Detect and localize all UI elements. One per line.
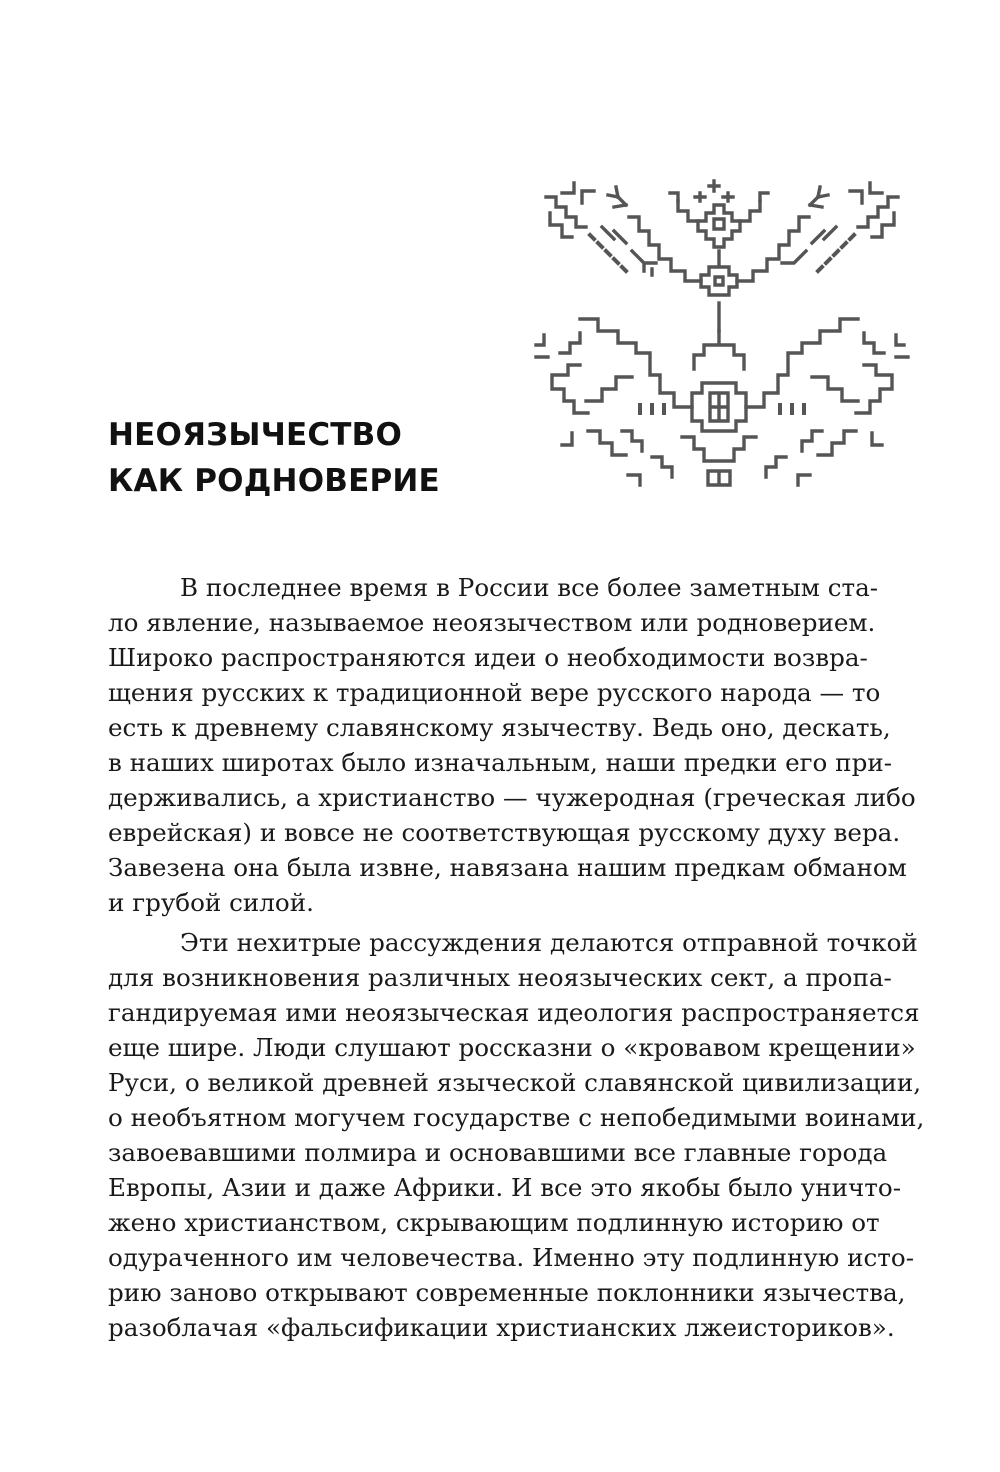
text-line: Эти нехитрые рассуждения делаются отправной точкой xyxy=(180,928,918,957)
text-line: и грубой силой. xyxy=(108,888,314,917)
text-line: В последнее время в России все более заметным ста- xyxy=(180,573,879,602)
text-line: одураченного им человечества. Именно эту подлинную исто- xyxy=(108,1243,914,1272)
text-line: для возникновения различных неоязыческих сект, а пропа- xyxy=(108,963,892,992)
text-line: Широко распространяются идеи о необходимости возвра- xyxy=(108,643,868,672)
text-line: жено христианством, скрывающим подлинную историю от xyxy=(108,1208,880,1237)
text-line: еврейская) и вовсе не соответствующая русскому духу вера. xyxy=(108,818,901,847)
chapter-title-line-1: НЕОЯЗЫЧЕСТВО xyxy=(108,417,402,453)
chapter-title xyxy=(108,412,440,504)
text-line: о необъятном могучем государстве с непобедимыми воинами, xyxy=(108,1103,925,1132)
text-line: рию заново открывают современные поклонники язычества, xyxy=(108,1278,906,1307)
text-line: Европы, Азии и даже Африки. И все это якобы было уничто- xyxy=(108,1173,902,1202)
paragraph-2 xyxy=(108,925,925,1345)
paragraph-1 xyxy=(108,570,916,920)
body-text xyxy=(108,570,925,1350)
text-line: Завезена она была извне, навязана нашим предкам обманом xyxy=(108,853,907,882)
text-line: гандируемая ими неоязыческая идеология распространяется xyxy=(108,998,920,1027)
chapter-title-line-2: КАК РОДНОВЕРИЕ xyxy=(108,463,440,499)
text-line: Руси, о великой древней языческой славянской цивилизации, xyxy=(108,1068,922,1097)
text-line: щения русских к традиционной вере русского народа — то xyxy=(108,678,881,707)
text-line: держивались, а христианство — чужеродная (греческая либо xyxy=(108,783,916,812)
text-line: завоевавшими полмира и основавшими все главные города xyxy=(108,1138,888,1167)
text-line: в наших широтах было изначальным, наши предки его при- xyxy=(108,748,893,777)
text-line: разоблачая «фальсификации христианских лжеисториков». xyxy=(108,1313,895,1342)
text-line: еще шире. Люди слушают россказни о «кровавом крещении» xyxy=(108,1033,916,1062)
slavic-embroidery-ornament-icon xyxy=(532,175,912,497)
text-line: ло явление, называемое неоязычеством или родноверием. xyxy=(108,608,876,637)
text-line: есть к древнему славянскому язычеству. Ведь оно, дескать, xyxy=(108,713,891,742)
